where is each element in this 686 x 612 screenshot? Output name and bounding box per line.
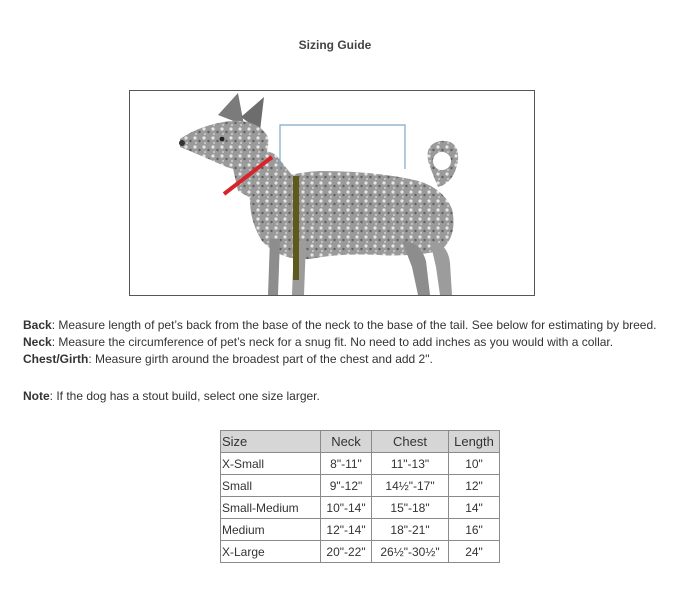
- cell-size: X-Large: [221, 541, 321, 563]
- cell-size: Small-Medium: [221, 497, 321, 519]
- instruction-text: : Measure the circumference of pet’s neck for a snug fit. No need to add inches as you would with a collar.: [51, 335, 614, 349]
- cell-length: 16": [449, 519, 500, 541]
- chest-measure-line: [293, 176, 299, 280]
- cell-size: Small: [221, 475, 321, 497]
- note-term: Note: [23, 389, 50, 403]
- instruction-text: : Measure length of pet’s back from the base of the neck to the base of the tail. See below for estimating by breed.: [51, 318, 657, 332]
- column-header-chest: Chest: [372, 431, 449, 453]
- cell-neck: 20"-22": [321, 541, 372, 563]
- cell-size: Medium: [221, 519, 321, 541]
- cell-size: X-Small: [221, 453, 321, 475]
- cell-neck: 8"-11": [321, 453, 372, 475]
- note: [23, 389, 320, 403]
- cell-length: 14": [449, 497, 500, 519]
- table-row: [221, 475, 500, 497]
- note-text: : If the dog has a stout build, select one size larger.: [49, 389, 320, 403]
- cell-chest: 14½"-17": [372, 475, 449, 497]
- table-row: [221, 519, 500, 541]
- dog-illustration: [130, 91, 534, 295]
- back-measure-bracket: [280, 125, 405, 169]
- instruction-neck: [23, 334, 683, 351]
- cell-chest: 15"-18": [372, 497, 449, 519]
- cell-neck: 12"-14": [321, 519, 372, 541]
- dog-body-icon: [179, 93, 458, 295]
- size-table: [220, 430, 500, 563]
- cell-length: 12": [449, 475, 500, 497]
- measurement-instructions: [23, 317, 683, 368]
- instruction-back: [23, 317, 683, 334]
- table-row: [221, 541, 500, 563]
- cell-length: 10": [449, 453, 500, 475]
- column-header-length: Length: [449, 431, 500, 453]
- cell-chest: 26½"-30½": [372, 541, 449, 563]
- instruction-term: Back: [23, 318, 52, 332]
- cell-length: 24": [449, 541, 500, 563]
- table-row: [221, 497, 500, 519]
- instruction-term: Chest/Girth: [23, 352, 89, 366]
- instruction-term: Neck: [23, 335, 52, 349]
- table-header-row: [221, 431, 500, 453]
- page-title: Sizing Guide: [298, 38, 372, 52]
- column-header-size: Size: [221, 431, 321, 453]
- cell-chest: 11"-13": [372, 453, 449, 475]
- instruction-text: : Measure girth around the broadest part of the chest and add 2".: [88, 352, 433, 366]
- instruction-chest: [23, 351, 683, 368]
- table-row: [221, 453, 500, 475]
- cell-neck: 10"-14": [321, 497, 372, 519]
- cell-neck: 9"-12": [321, 475, 372, 497]
- column-header-neck: Neck: [321, 431, 372, 453]
- cell-chest: 18"-21": [372, 519, 449, 541]
- dog-measurement-figure: [129, 90, 535, 296]
